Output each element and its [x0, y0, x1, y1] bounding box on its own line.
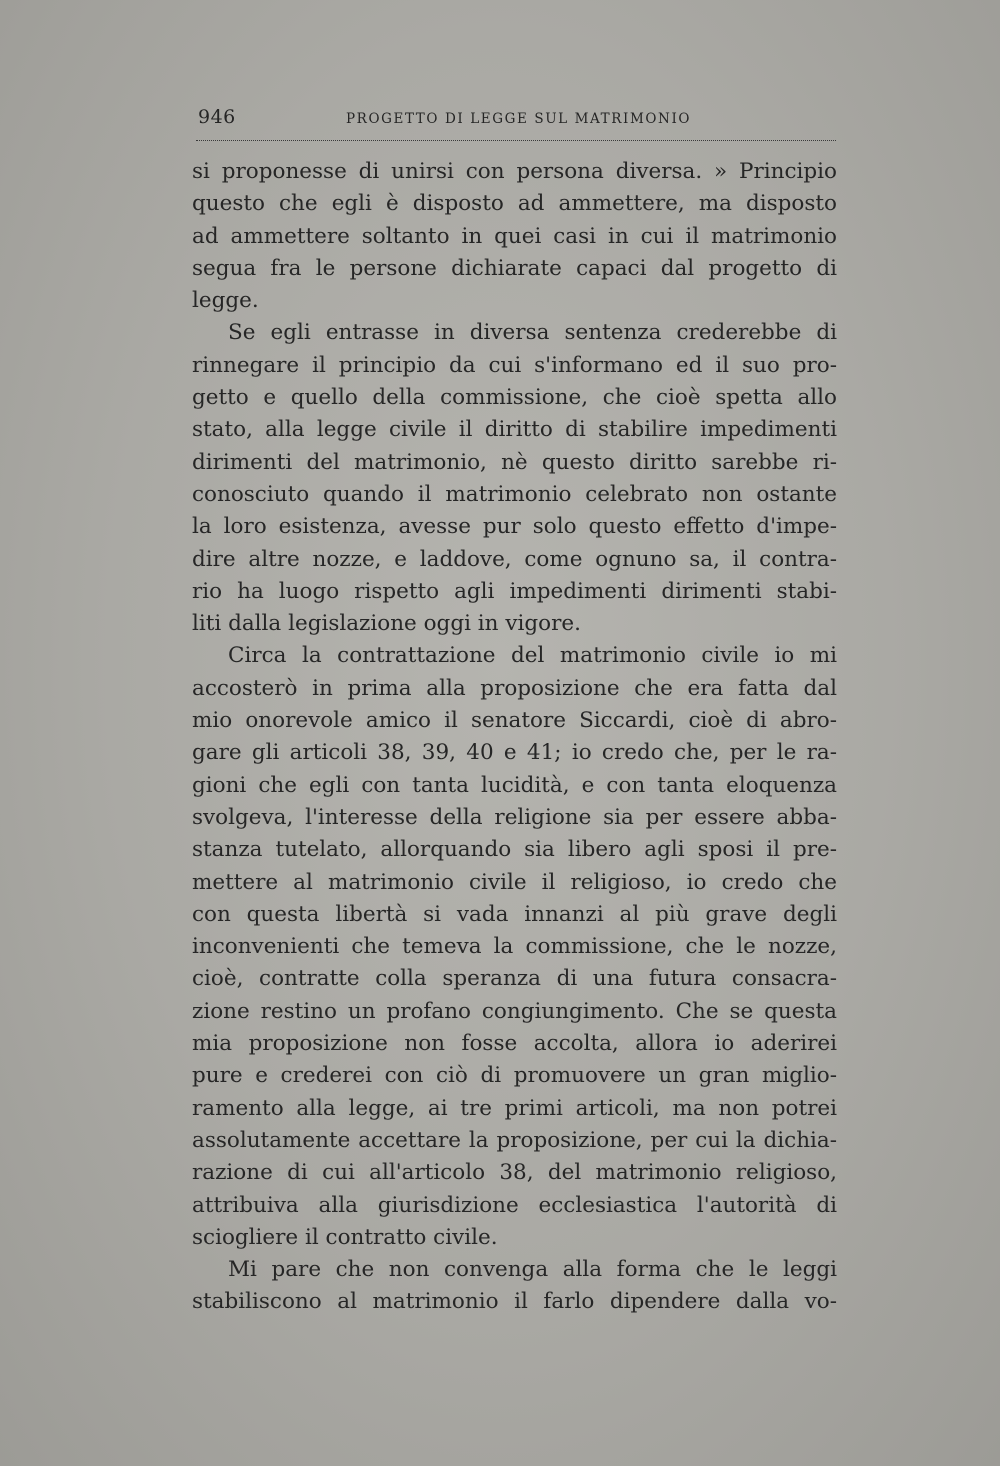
text-line: la loro esistenza, avesse pur solo questo effetto d'impe-	[192, 514, 837, 540]
paragraph	[192, 640, 837, 1254]
text-line: zione restino un profano congiungimento. Che se questa	[192, 998, 837, 1024]
text-line: dire altre nozze, e laddove, come ognuno sa, il contra-	[192, 546, 837, 572]
text-line: Mi pare che non convenga alla forma che le leggi	[228, 1257, 837, 1283]
text-line: stanza tutelato, allorquando sia libero agli sposi il pre-	[192, 837, 837, 863]
paragraph	[192, 156, 837, 317]
text-line: gioni che egli con tanta lucidità, e con tanta eloquenza	[192, 772, 837, 798]
text-line: stato, alla legge civile il diritto di stabilire impedimenti	[192, 417, 837, 443]
text-line: ramento alla legge, ai tre primi articoli, ma non potrei	[192, 1095, 837, 1121]
text-line: mio onorevole amico il senatore Siccardi, cioè di abro-	[192, 708, 837, 734]
text-line: rio ha luogo rispetto agli impedimenti dirimenti stabi-	[192, 578, 837, 604]
text-line: svolgeva, l'interesse della religione sia per essere abba-	[192, 804, 837, 830]
text-line: accosterò in prima alla proposizione che era fatta dal	[192, 675, 837, 701]
text-line: mettere al matrimonio civile il religioso, io credo che	[192, 869, 837, 895]
text-line: Circa la contrattazione del matrimonio civile io mi	[228, 643, 837, 669]
paragraph	[192, 1254, 837, 1319]
text-line: sciogliere il contratto civile.	[192, 1224, 498, 1250]
text-line: segua fra le persone dichiarate capaci dal progetto di	[192, 255, 837, 281]
page-header	[196, 104, 836, 141]
text-line: mia proposizione non fosse accolta, allora io aderirei	[192, 1031, 837, 1057]
text-line: questo che egli è disposto ad ammettere, ma disposto	[192, 191, 837, 217]
text-line: assolutamente accettare la proposizione, per cui la dichia-	[192, 1127, 837, 1153]
text-line: stabiliscono al matrimonio il farlo dipendere dalla vo-	[192, 1289, 837, 1315]
running-title: PROGETTO DI LEGGE SUL MATRIMONIO	[346, 111, 692, 127]
text-line: rinnegare il principio da cui s'informano ed il suo pro-	[192, 352, 837, 378]
text-line: liti dalla legislazione oggi in vigore.	[192, 611, 581, 637]
text-line: attribuiva alla giurisdizione ecclesiastica l'autorità di	[192, 1192, 837, 1218]
text-line: pure e crederei con ciò di promuovere un gran miglio-	[192, 1063, 837, 1089]
text-line: gare gli articoli 38, 39, 40 e 41; io credo che, per le ra-	[192, 740, 837, 766]
text-line: conosciuto quando il matrimonio celebrato non ostante	[192, 481, 837, 507]
text-line: inconvenienti che temeva la commissione, che le nozze,	[192, 934, 837, 960]
text-line: legge.	[192, 288, 259, 314]
text-line: si proponesse di unirsi con persona diversa. » Principio	[192, 159, 837, 184]
text-line: cioè, contratte colla speranza di una futura consacra-	[192, 966, 837, 992]
text-line: dirimenti del matrimonio, nè questo diritto sarebbe ri-	[192, 449, 837, 475]
text-line: ad ammettere soltanto in quei casi in cui il matrimonio	[192, 223, 837, 249]
body-text	[192, 156, 837, 1319]
text-line: getto e quello della commissione, che cioè spetta allo	[192, 385, 837, 411]
paragraph	[192, 317, 837, 640]
text-line: razione di cui all'articolo 38, del matrimonio religioso,	[192, 1160, 837, 1186]
text-line: Se egli entrasse in diversa sentenza crederebbe di	[228, 320, 837, 346]
page-number: 946	[198, 106, 236, 128]
text-line: con questa libertà si vada innanzi al più grave degli	[192, 901, 837, 927]
